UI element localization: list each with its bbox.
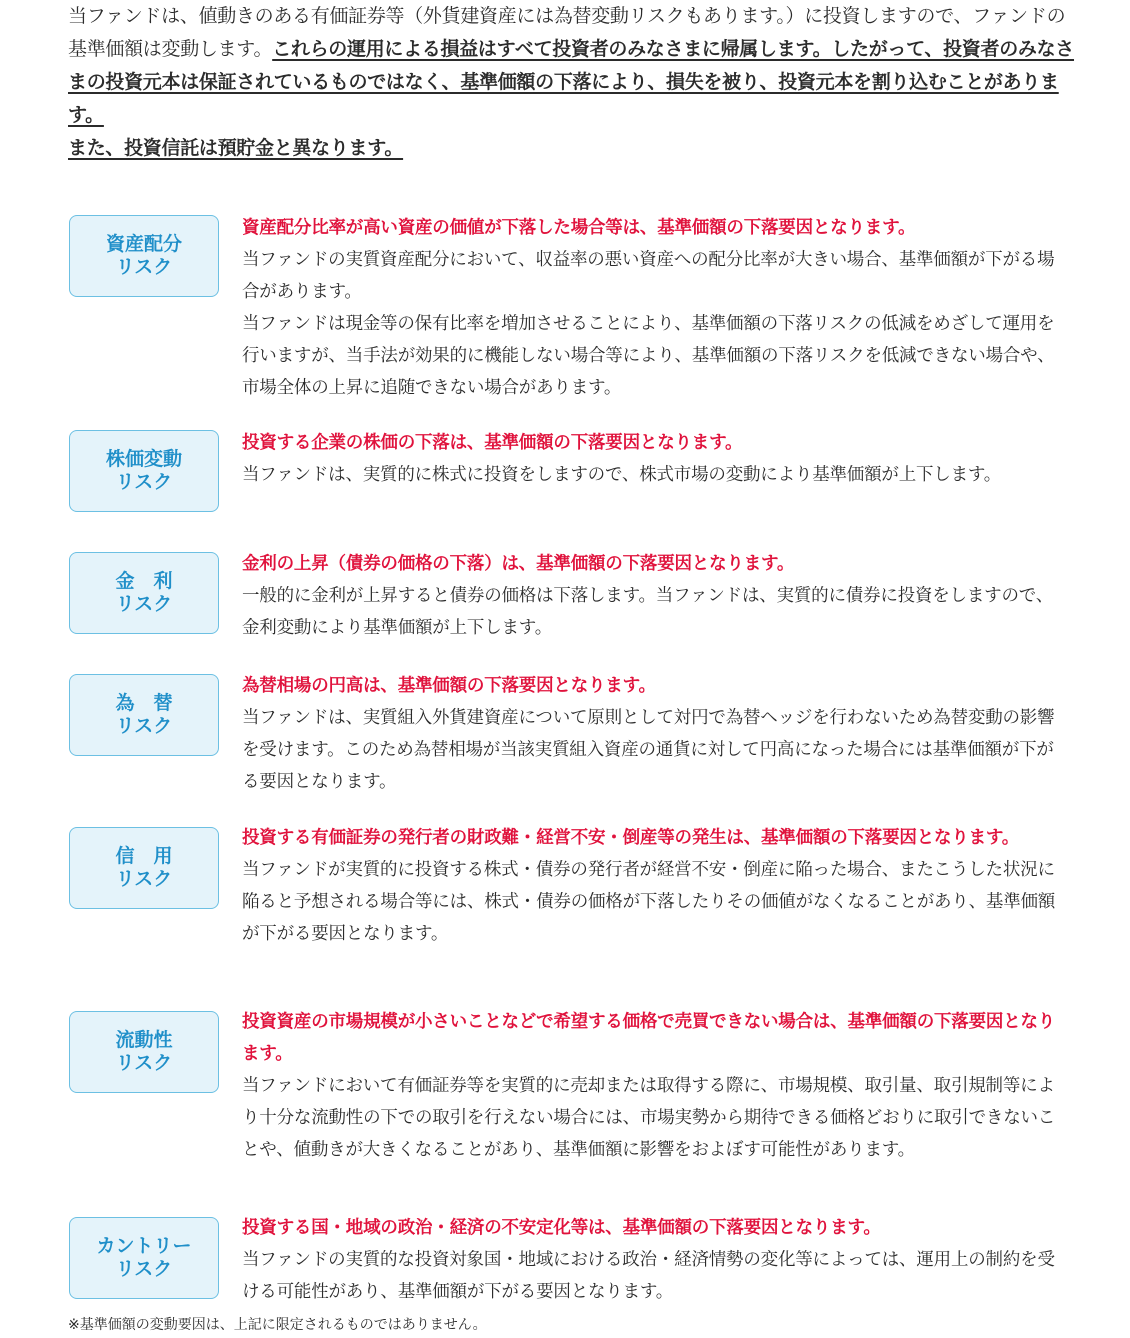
risk-description [242,1212,1067,1308]
risk-label-line2: リスク [115,471,173,493]
risk-label-line1: 流動性 [115,1029,173,1051]
risk-description [242,427,1067,491]
risk-label-line2: リスク [115,715,173,737]
risk-paragraph: 当ファンドにおいて有価証券等を実質的に売却または取得する際に、市場規模、取引量、取引規制等により十分な流動性の下での取引を行えない場合には、市場実勢から期待できる価格どおりに取引できないことや、値動きが大きくなることがあり、基準価額に影響をおよぼす可能性があります。 [242,1076,1056,1160]
risk-paragraph: 当ファンドの実質的な投資対象国・地域における政治・経済情勢の変化等によっては、運用上の制約を受ける可能性があり、基準価額が下がる要因となります。 [242,1250,1055,1302]
intro-emphasis: これらの運用による損益はすべて投資者のみなさまに帰属します。したがって、投資者のみなさまの投資元本は保証されているものではなく、基準価額の下落により、損失を被り、投資元本を割り込むことがあります。 [68,38,1075,126]
risk-headline: 資産配分比率が高い資産の価値が下落した場合等は、基準価額の下落要因となります。 [242,218,916,238]
risk-headline: 投資する有価証券の発行者の財政難・経営不安・倒産等の発生は、基準価額の下落要因となります。 [242,828,1020,848]
risk-description [242,212,1067,404]
risk-description [242,548,1067,644]
intro-text [68,0,1078,165]
risk-label [69,827,219,909]
risk-label-line2: リスク [115,593,173,615]
risk-label [69,1217,219,1299]
risk-label [69,430,219,512]
risk-label-line1: 信 用 [115,845,173,867]
risk-label-line2: リスク [115,1258,173,1280]
risk-label-line2: リスク [115,868,173,890]
risk-label [69,1011,219,1093]
risk-paragraph: 一般的に金利が上昇すると債券の価格は下落します。当ファンドは、実質的に債券に投資をしますので、金利変動により基準価額が上下します。 [242,586,1053,638]
risk-label-line1: カントリー [96,1235,192,1257]
risk-description [242,1006,1067,1166]
risk-headline: 投資する国・地域の政治・経済の不安定化等は、基準価額の下落要因となります。 [242,1218,881,1238]
risk-label-line1: 株価変動 [105,448,182,470]
risk-description [242,670,1067,798]
risk-headline: 投資する企業の株価の下落は、基準価額の下落要因となります。 [242,433,743,453]
risk-label-line2: リスク [115,1052,173,1074]
risk-label [69,215,219,297]
risk-paragraph: 当ファンドは現金等の保有比率を増加させることにより、基準価額の下落リスクの低減をめざして運用を行いますが、当手法が効果的に機能しない場合等により、基準価額の下落リスクを低減できない場合や、市場全体の上昇に追随できない場合があります。 [242,314,1055,398]
risk-paragraph: 当ファンドが実質的に投資する株式・債券の発行者が経営不安・倒産に陥った場合、またこうした状況に陥ると予想される場合等には、株式・債券の価格が下落したりその価値がなくなることがあり、基準価額が下がる要因となります。 [242,860,1056,944]
risk-description [242,822,1067,950]
risk-label-line2: リスク [115,256,173,278]
footnote: ※基準価額の変動要因は、上記に限定されるものではありません。 [68,1317,487,1333]
risk-label [69,674,219,756]
risk-paragraph: 当ファンドは、実質的に株式に投資をしますので、株式市場の変動により基準価額が上下します。 [242,465,1002,485]
risk-paragraph: 当ファンドの実質資産配分において、収益率の悪い資産への配分比率が大きい場合、基準価額が下がる場合があります。 [242,250,1055,302]
risk-headline: 金利の上昇（債券の価格の下落）は、基準価額の下落要因となります。 [242,554,795,574]
risk-headline: 為替相場の円高は、基準価額の下落要因となります。 [242,676,656,696]
risk-label-line1: 金 利 [115,570,173,592]
intro-plain: 当ファンドは、値動きのある有価証券等（外貨建資産には為替変動リスクもあります。）に投資しますので、ファンドの基準価額は変動します。 [68,5,1066,60]
risk-label [69,552,219,634]
risk-label-line1: 為 替 [115,692,173,714]
intro-deposit-note: また、投資信託は預貯金と異なります。 [68,137,404,159]
risk-headline: 投資資産の市場規模が小さいことなどで希望する価格で売買できない場合は、基準価額の下落要因となります。 [242,1012,1056,1064]
risk-paragraph: 当ファンドは、実質組入外貨建資産について原則として対円で為替ヘッジを行わないため為替変動の影響を受けます。このため為替相場が当該実質組入資産の通貨に対して円高になった場合には基準価額が下がる要因となります。 [242,708,1055,792]
risk-label-line1: 資産配分 [105,233,182,255]
